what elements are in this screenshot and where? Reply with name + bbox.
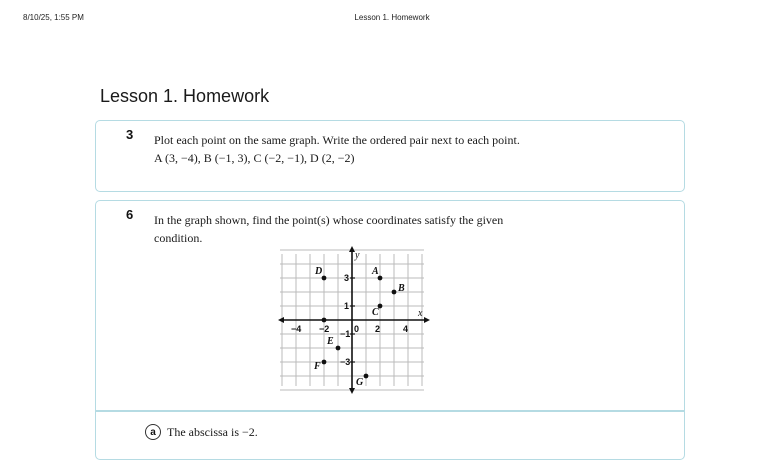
x-axis-arrow-left <box>278 317 284 323</box>
coordinate-graph <box>183 247 423 395</box>
subquestion-a[interactable] <box>145 424 258 440</box>
point-f <box>322 360 327 365</box>
x-tick-label: 2 <box>375 324 381 334</box>
y-tick-label: −1 <box>340 329 351 339</box>
question-card-3 <box>95 120 685 192</box>
section-divider <box>96 410 684 412</box>
x-tick-label: 4 <box>403 324 409 334</box>
point-unlabeled <box>322 318 327 323</box>
y-tick-label: −3 <box>340 357 351 367</box>
point-label-b: B <box>398 283 405 294</box>
subquestion-badge: a <box>145 424 161 440</box>
point-label-g: G <box>356 377 364 388</box>
question-text: In the graph shown, find the point(s) whose coordinates satisfy the given condition. <box>154 213 504 245</box>
question-prompt: Plot each point on the same graph. Write the ordered pair next to each point. <box>154 133 520 147</box>
point-label-e: E <box>327 336 334 347</box>
y-axis-label: y <box>355 250 360 261</box>
point-label-c: C <box>372 307 379 318</box>
points-list: A (3, −4), B (−1, 3), C (−2, −1), D (2, −2) <box>154 151 355 165</box>
print-header <box>0 13 784 25</box>
point-label-f: F <box>314 361 321 372</box>
point-label-a: A <box>372 266 379 277</box>
point-g <box>364 374 369 379</box>
print-date: 8/10/25, 1:55 PM <box>23 13 84 22</box>
page-title: Lesson 1. Homework <box>100 86 270 106</box>
point-label-d: D <box>315 266 323 277</box>
x-axis-label: x <box>418 308 423 319</box>
y-tick-label: 1 <box>344 301 350 311</box>
point-b <box>392 290 397 295</box>
question-number: 6 <box>126 207 134 222</box>
y-tick-label: 3 <box>344 273 350 283</box>
subquestion-text: The abscissa is −2. <box>167 424 258 439</box>
point-d <box>322 276 327 281</box>
question-number: 3 <box>126 127 134 142</box>
x-tick-label: −2 <box>319 324 330 334</box>
x-tick-label: −4 <box>291 324 302 334</box>
x-tick-label: 0 <box>354 324 360 334</box>
print-title: Lesson 1. Homework <box>354 13 430 22</box>
point-e <box>336 346 341 351</box>
coordinate-graph-svg <box>183 247 423 395</box>
question-text <box>154 131 634 167</box>
